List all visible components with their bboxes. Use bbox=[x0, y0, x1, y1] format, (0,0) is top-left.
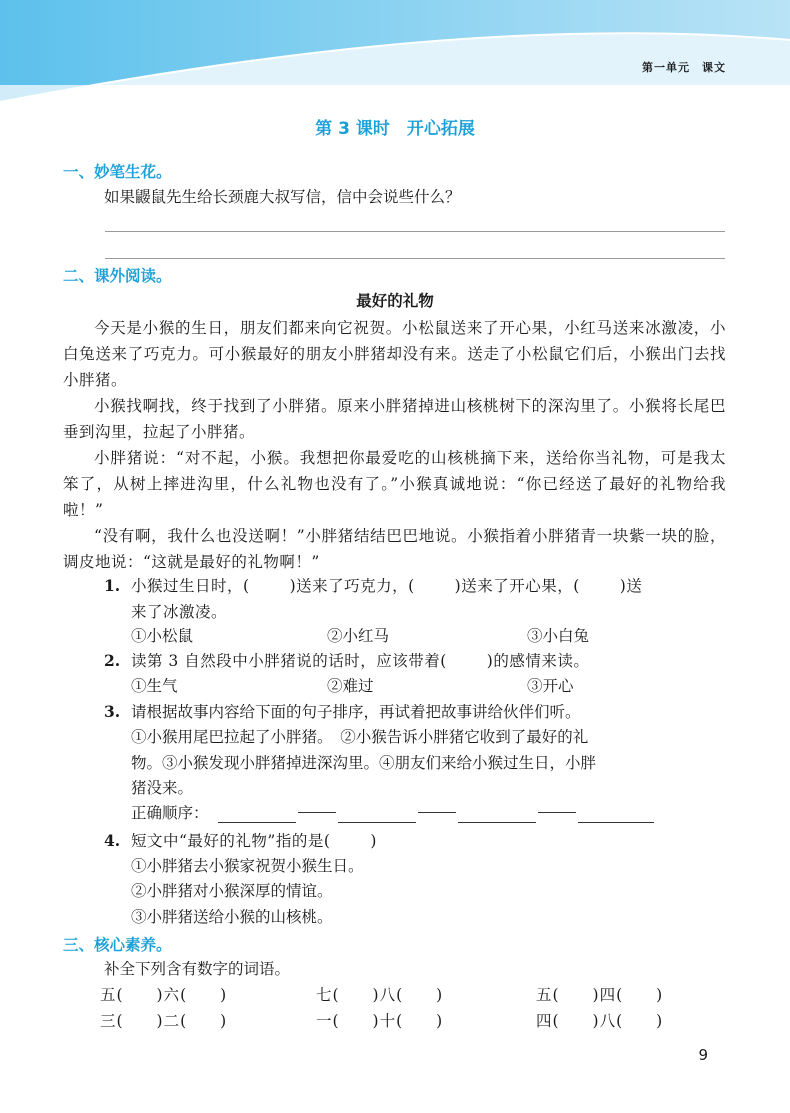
answer-line-2 bbox=[105, 258, 725, 259]
order-blank-4[interactable] bbox=[578, 822, 654, 823]
order-dash-1 bbox=[298, 812, 336, 813]
section2-heading: 二、课外阅读。 bbox=[63, 267, 172, 285]
q1-option-1[interactable]: ①小松鼠 bbox=[131, 627, 194, 645]
passage-paragraph-2: 小猴找啊找，终于找到了小胖猪。原来小胖猪掉进山核桃树下的深沟里了。小猴将长尾巴垂到沟里，拉起了小胖猪。 bbox=[63, 397, 726, 442]
word-blank-1[interactable]: 五( )六( ) bbox=[100, 986, 228, 1004]
page-number: 9 bbox=[698, 1046, 708, 1064]
passage-paragraph-3: 小胖猪说：“对不起，小猴。我想把你最爱吃的山核桃摘下来，送给你当礼物，可是我太笨了，从树上摔进沟里，什么礼物也没有了。”小猴真诚地说：“你已经送了最好的礼物给我啦！” bbox=[63, 449, 726, 520]
section3-prompt: 补全下列含有数字的词语。 bbox=[104, 960, 291, 978]
order-dash-3 bbox=[538, 812, 576, 813]
q2-option-2[interactable]: ②难过 bbox=[327, 677, 374, 695]
question-2-number: 2. bbox=[104, 651, 121, 670]
word-blank-4[interactable]: 三( )二( ) bbox=[100, 1012, 228, 1030]
unit-label: 第一单元 课文 bbox=[642, 61, 726, 74]
q4-option-2[interactable]: ②小胖猪对小猴深厚的情谊。 bbox=[131, 882, 333, 900]
question-3-line-4: 猪没来。 bbox=[131, 779, 194, 797]
q1-option-3[interactable]: ③小白兔 bbox=[527, 627, 590, 645]
q2-option-3[interactable]: ③开心 bbox=[527, 677, 574, 695]
passage-paragraph-4: “没有啊，我什么也没送啊！”小胖猪结结巴巴地说。小猴指着小胖猪青一块紫一块的脸，调皮地说：“这就是最好的礼物啊！” bbox=[63, 527, 726, 572]
q1-option-2[interactable]: ②小红马 bbox=[327, 627, 390, 645]
order-blank-2[interactable] bbox=[338, 822, 416, 823]
section3-heading: 三、核心素养。 bbox=[63, 936, 172, 954]
lesson-title: 第 3 课时 开心拓展 bbox=[315, 119, 475, 139]
answer-line-1 bbox=[105, 231, 725, 232]
passage-paragraph-1: 今天是小猴的生日，朋友们都来向它祝贺。小松鼠送来了开心果，小红马送来冰激凌，小白兔送来了巧克力。可小猴最好的朋友小胖猪却没有来。送走了小松鼠它们后，小猴出门去找小胖猪。 bbox=[63, 319, 726, 390]
question-3-number: 3. bbox=[104, 702, 121, 721]
question-4-text: 短文中“最好的礼物”指的是( ) bbox=[131, 832, 377, 850]
word-blank-3[interactable]: 五( )四( ) bbox=[536, 986, 664, 1004]
question-3-line-1: 请根据故事内容给下面的句子排序，再试着把故事讲给伙伴们听。 bbox=[131, 703, 581, 721]
section1-heading: 一、妙笔生花。 bbox=[63, 163, 172, 181]
q4-option-1[interactable]: ①小胖猪去小猴家祝贺小猴生日。 bbox=[131, 857, 364, 875]
order-dash-2 bbox=[418, 812, 456, 813]
question-4-number: 4. bbox=[104, 831, 121, 850]
q4-option-3[interactable]: ③小胖猪送给小猴的山核桃。 bbox=[131, 908, 333, 926]
order-blank-1[interactable] bbox=[218, 822, 296, 823]
word-blank-2[interactable]: 七( )八( ) bbox=[316, 986, 444, 1004]
header-banner bbox=[0, 0, 790, 110]
question-1-number: 1. bbox=[104, 576, 121, 595]
q2-option-1[interactable]: ①生气 bbox=[131, 677, 178, 695]
question-3-line-2: ①小猴用尾巴拉起了小胖猪。 ②小猴告诉小胖猪它收到了最好的礼 bbox=[131, 728, 589, 746]
section1-prompt: 如果鼹鼠先生给长颈鹿大叔写信，信中会说些什么？ bbox=[104, 188, 461, 206]
word-blank-5[interactable]: 一( )十( ) bbox=[316, 1012, 444, 1030]
question-3-line-3: 物。③小猴发现小胖猪掉进深沟里。④朋友们来给小猴过生日，小胖 bbox=[131, 754, 597, 772]
passage-title: 最好的礼物 bbox=[356, 291, 434, 310]
question-2-text: 读第 3 自然段中小胖猪说的话时，应该带着( )的感情来读。 bbox=[131, 652, 590, 670]
question-1-text: 小猴过生日时，( )送来了巧克力，( )送来了开心果，( )送 来了冰激凌。 bbox=[131, 577, 643, 621]
order-blank-3[interactable] bbox=[458, 822, 536, 823]
word-blank-6[interactable]: 四( )八( ) bbox=[536, 1012, 664, 1030]
order-label: 正确顺序： bbox=[131, 804, 209, 822]
